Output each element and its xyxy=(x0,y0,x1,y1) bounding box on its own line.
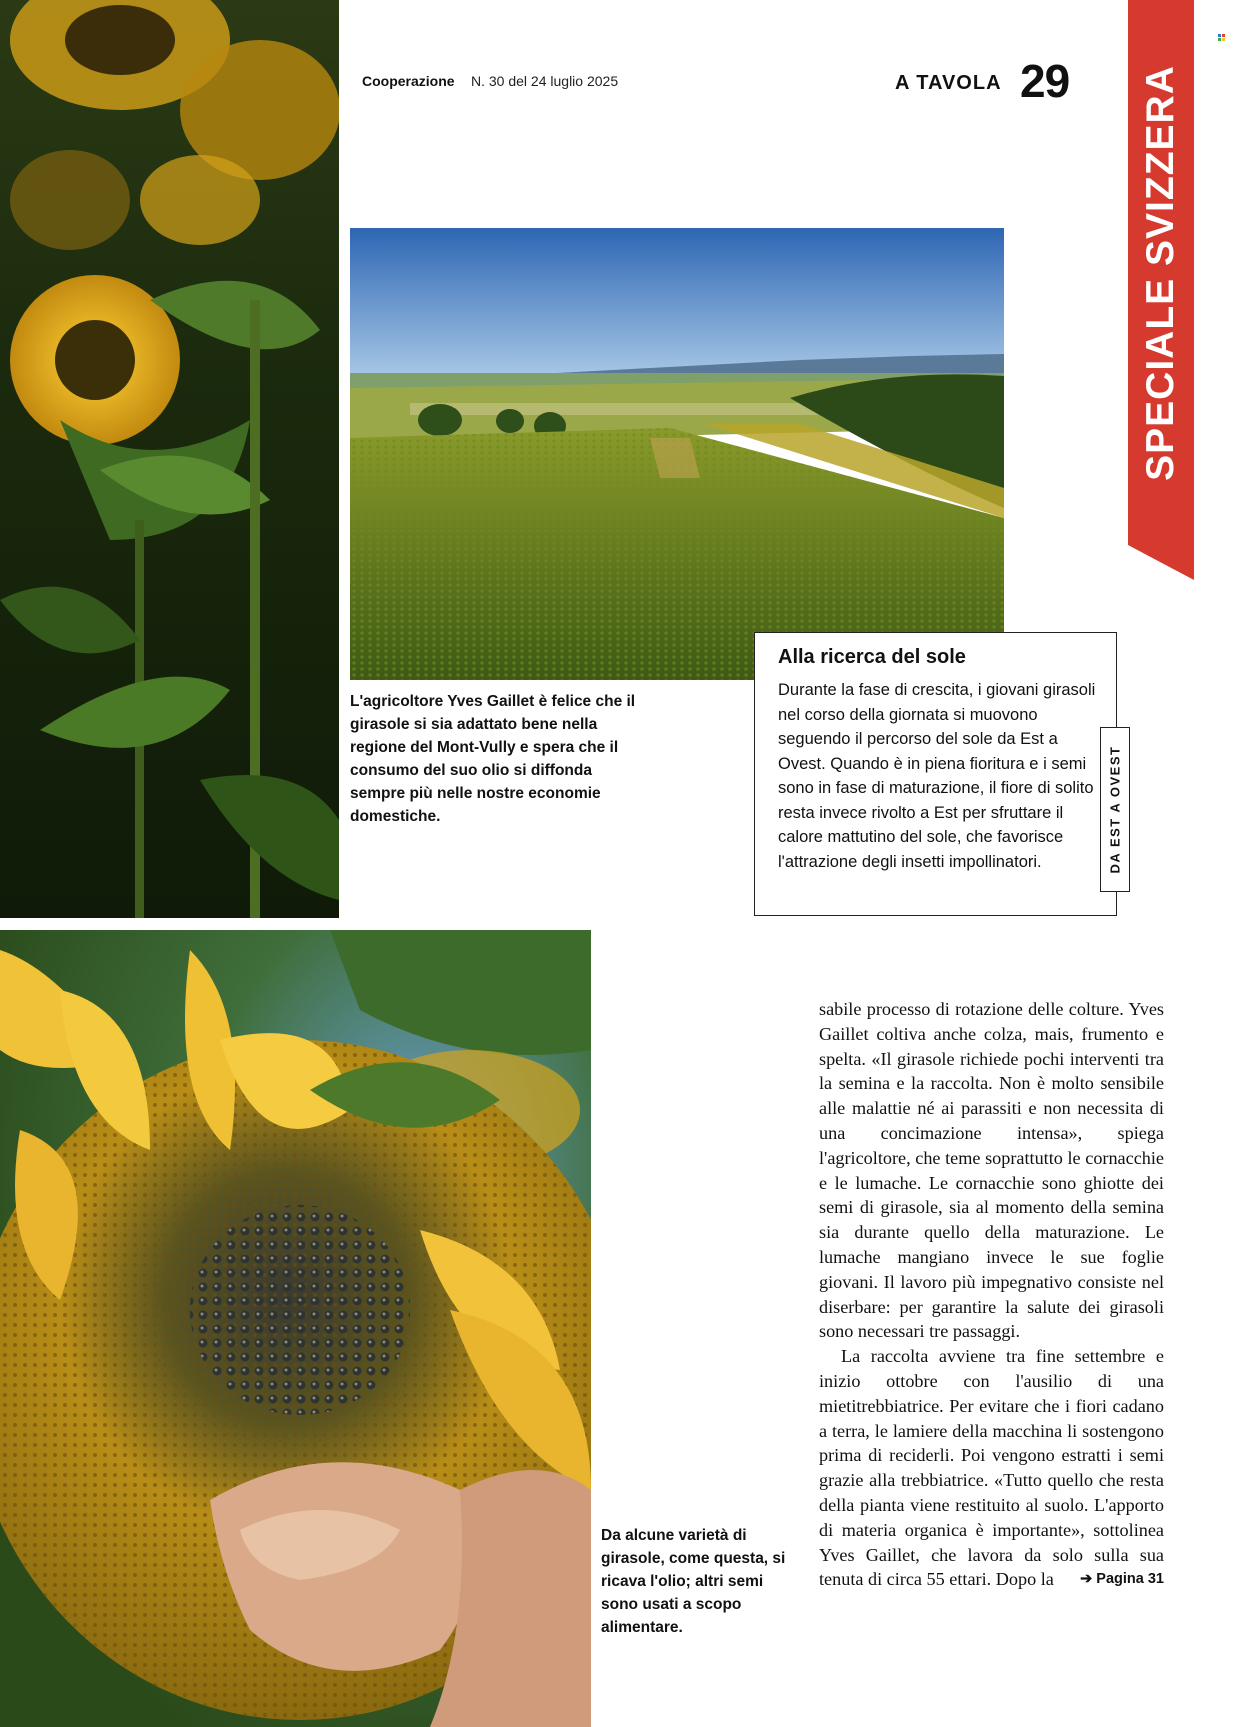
caption-farmer: L'agricoltore Yves Gaillet è felice che il girasole si sia adattato bene nella regione del Mont-Vully e spera che il consumo del suo olio si diffonda sempre più nelle nostre economie domestiche. xyxy=(350,693,636,825)
masthead: Cooperazione xyxy=(362,73,455,89)
issue-date: N. 30 del 24 luglio 2025 xyxy=(471,73,619,89)
sunflower-head-photo xyxy=(0,930,591,1727)
sunflower-field-photo xyxy=(350,228,1004,680)
box-tag-label: DA EST A OVEST xyxy=(1107,745,1123,874)
corner-mark-icon xyxy=(1218,34,1226,42)
box-title: Alla ricerca del sole xyxy=(778,646,966,668)
article-paragraph: La raccolta avviene tra fine settembre e inizio ottobre con l'ausilio di una mietitrebbiatrice. Per evitare che i fiori cadano a terra, le lamiere della macchina li sostengono prima di reciderli. Poi vengono estratti i semi grazie alla trebbiatrice. «Tutto quello che resta della pianta viene restituito al suolo. L'apporto di materia organica è importante», sottolinea Yves Gaillet, che lavora da solo sulla sua tenuta di circa 55 ettari. Dopo la ➔ Pagina 31 xyxy=(819,1344,1164,1592)
page-number: 29 xyxy=(1020,55,1070,107)
ribbon-label: SPECIALE SVIZZERA xyxy=(1139,64,1183,481)
continued-link[interactable]: ➔ Pagina 31 xyxy=(1080,1571,1164,1588)
section-title: A TAVOLA xyxy=(895,72,1002,94)
article-paragraph: sabile processo di rotazione delle colture. Yves Gaillet coltiva anche colza, mais, frumento e spelta. «Il girasole richiede pochi interventi tra la semina e la raccolta. Non è molto sensibile alle malattie né ai parassiti e non necessita di una concimazione intensa», spiega l'agricoltore, che teme soprattutto le cornacchie e le lumache. Le cornacchie sono ghiotte dei semi di girasole, sia al momento della semina sia durante quello della maturazione. Le lumache mangiano invece le sue foglie giovani. Il lavoro più impegnativo consiste nel diserbare: per garantire la salute dei girasoli sono necessari tre passaggi. xyxy=(819,999,1164,1342)
box-text: Durante la fase di crescita, i giovani girasoli nel corso della giornata si muovono seguendo il percorso del sole da Est a Ovest. Quando è in piena fioritura e i semi sono in fase di maturazione, il fiore di solito resta invece rivolto a Est per sfruttare il calore mattutino del sole, che favorisce l'attrazione degli insetti impollinatori. xyxy=(778,681,1096,871)
article-body xyxy=(819,997,1164,1592)
caption-seeds: Da alcune varietà di girasole, come questa, si ricava l'olio; altri semi sono usati a scopo alimentare. xyxy=(601,1527,786,1636)
sunflowers-photo xyxy=(0,0,339,918)
